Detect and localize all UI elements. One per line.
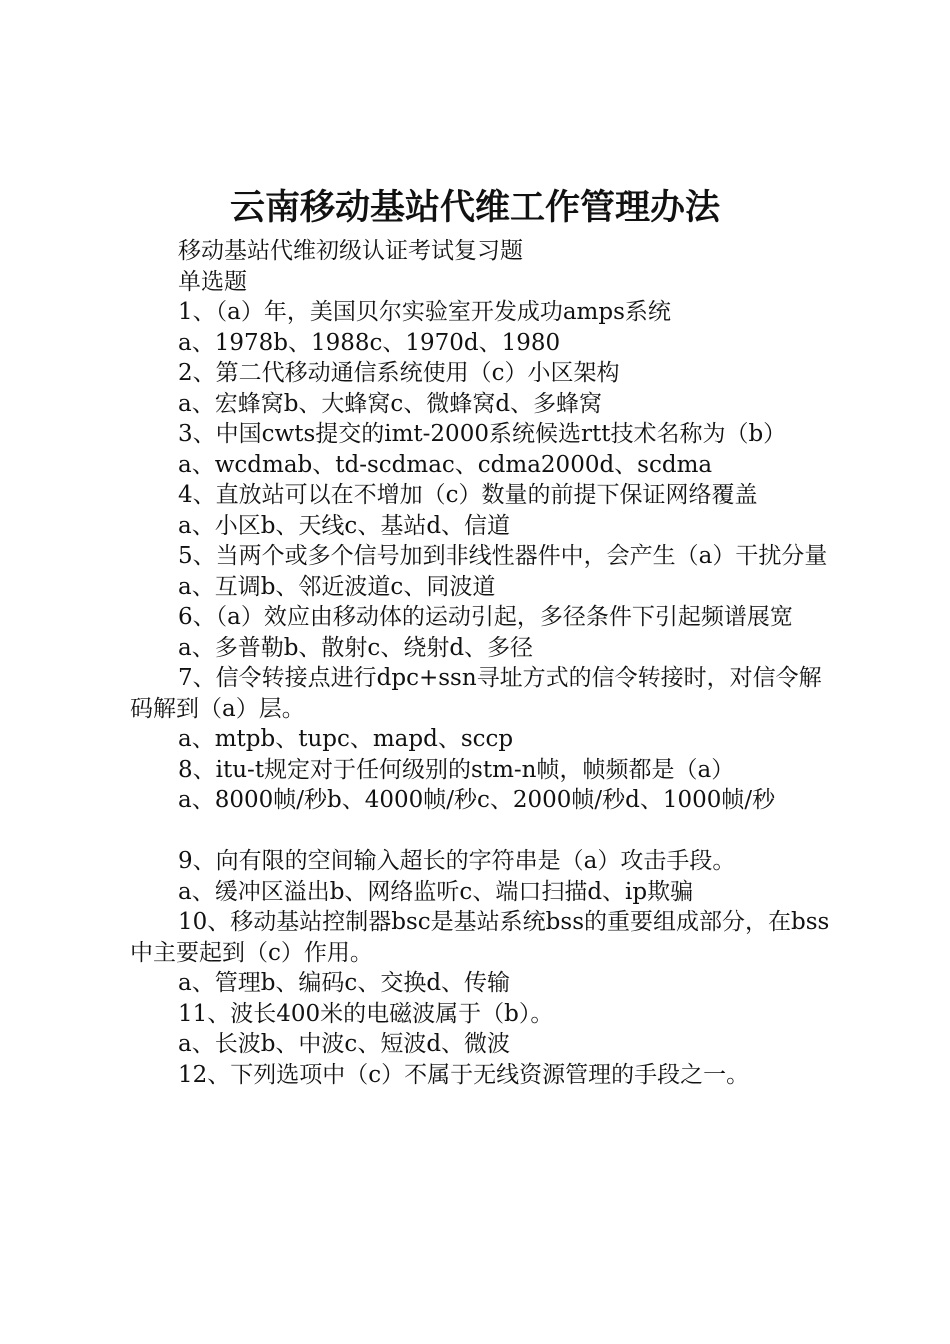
question-9: 9、向有限的空间输入超长的字符串是（a）攻击手段。 bbox=[178, 848, 736, 874]
question-2: 2、第二代移动通信系统使用（c）小区架构 bbox=[178, 360, 620, 386]
question-10: 10、移动基站控制器bsc是基站系统bss的重要组成部分，在bss中主要起到（c）作用。 bbox=[130, 909, 830, 966]
options-11: a、长波b、中波c、短波d、微波 bbox=[178, 1031, 511, 1057]
question-6: 6、（a）效应由移动体的运动引起，多径条件下引起频谱展宽 bbox=[178, 604, 793, 630]
question-8: 8、itu-t规定对于任何级别的stm-n帧，帧频都是（a） bbox=[178, 756, 735, 783]
options-5: a、互调b、邻近波道c、同波道 bbox=[178, 573, 496, 600]
question-12: 12、下列选项中（c）不属于无线资源管理的手段之一。 bbox=[178, 1061, 750, 1088]
options-8: a、8000帧/秒b、4000帧/秒c、2000帧/秒d、1000帧/秒 bbox=[178, 787, 776, 813]
question-1: 1、（a）年，美国贝尔实验室开发成功amps系统 bbox=[178, 299, 671, 325]
question-7: 7、信令转接点进行dpc+ssn寻址方式的信令转接时，对信令解码解到（a）层。 bbox=[130, 665, 822, 722]
document-title: 云南移动基站代维工作管理办法 bbox=[229, 187, 720, 228]
options-2: a、宏蜂窝b、大蜂窝c、微蜂窝d、多蜂窝 bbox=[178, 390, 603, 417]
document-body bbox=[130, 236, 830, 1090]
options-10: a、管理b、编码c、交换d、传输 bbox=[178, 970, 511, 996]
question-4: 4、直放站可以在不增加（c）数量的前提下保证网络覆盖 bbox=[178, 482, 758, 508]
options-1: a、1978b、1988c、1970d、1980 bbox=[178, 329, 561, 356]
options-3: a、wcdmab、td-scdmac、cdma2000d、scdma bbox=[178, 451, 713, 478]
options-9: a、缓冲区溢出b、网络监听c、端口扫描d、ip欺骗 bbox=[178, 878, 694, 905]
question-3: 3、中国cwts提交的imt-2000系统候选rtt技术名称为（b） bbox=[178, 421, 787, 447]
options-7: a、mtpb、tupc、mapd、sccp bbox=[178, 726, 514, 752]
blank-line bbox=[130, 816, 830, 847]
question-5: 5、当两个或多个信号加到非线性器件中，会产生（a）干扰分量 bbox=[178, 543, 828, 569]
paragraph-section-heading: 单选题 bbox=[178, 268, 247, 295]
question-11: 11、波长400米的电磁波属于（b）。 bbox=[178, 1000, 554, 1027]
options-6: a、多普勒b、散射c、绕射d、多径 bbox=[178, 634, 534, 661]
options-4: a、小区b、天线c、基站d、信道 bbox=[178, 512, 511, 539]
paragraph-subtitle: 移动基站代维初级认证考试复习题 bbox=[178, 238, 523, 264]
